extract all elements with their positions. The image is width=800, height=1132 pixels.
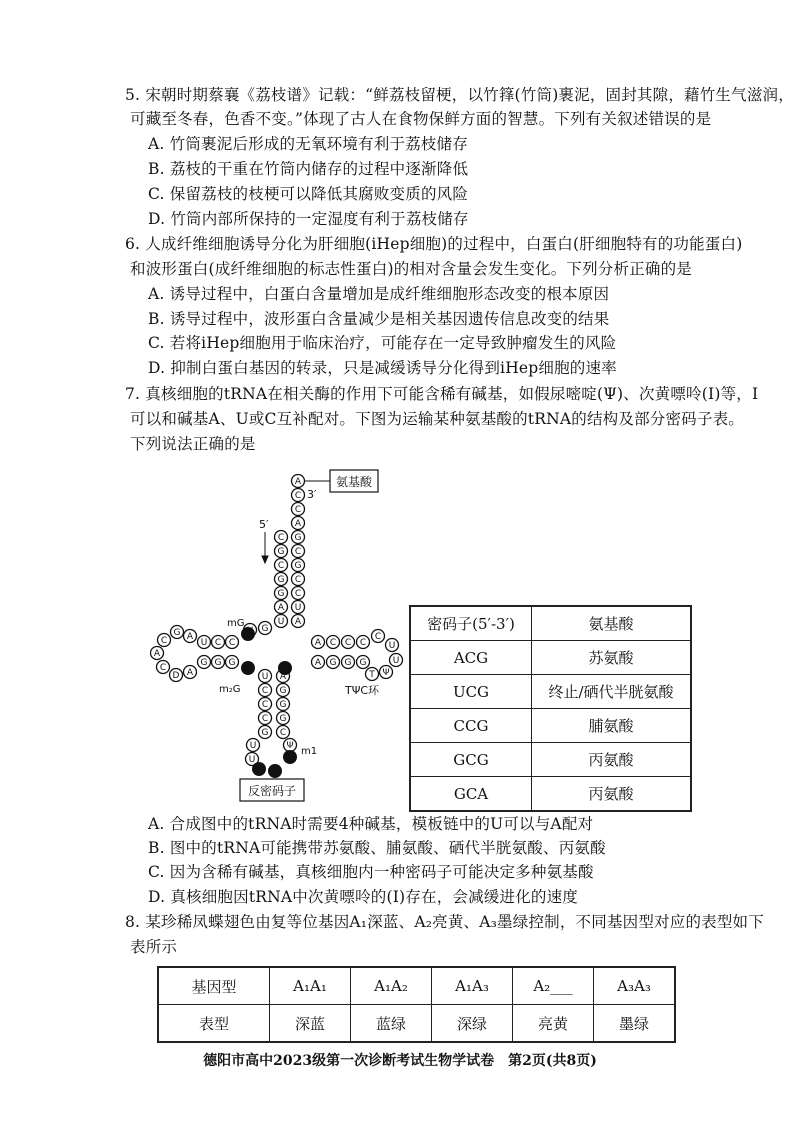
svg-text:A: A [294, 617, 302, 627]
phenotype-cell: 深绿 [432, 1005, 513, 1043]
svg-text:G: G [344, 658, 352, 668]
phenotype-cell: 蓝绿 [351, 1005, 432, 1043]
q7-stem-line3: 下列说法正确的是 [130, 435, 256, 453]
codon-cell: GCA [410, 777, 532, 812]
svg-text:C: C [374, 632, 382, 642]
m1-label: m1 [301, 746, 318, 757]
svg-text:G: G [279, 714, 287, 724]
codon-table-header [410, 606, 691, 641]
q5-option-d: D. 竹筒内部所保持的一定湿度有利于荔枝储存 [148, 210, 469, 228]
amino-acid-label: 氨基酸 [335, 475, 373, 489]
table-row [158, 967, 675, 1005]
table-row [410, 743, 691, 777]
svg-text:C: C [261, 700, 269, 710]
svg-text:A: A [153, 649, 161, 659]
q5-option-c: C. 保留荔枝的枝梗可以降低其腐败变质的风险 [148, 185, 469, 203]
amino-acid-cell: 脯氨酸 [532, 709, 692, 743]
genotype-cell: A₁A₂ [351, 967, 432, 1005]
svg-text:U: U [249, 741, 257, 751]
q8-stem-line1: 8. 某珍稀凤蝶翅色由复等位基因A₁深蓝、A₂亮黄、A₃墨绿控制，不同基因型对应的表型如下 [125, 913, 764, 931]
genotype-cell: A₃A₃ [594, 967, 676, 1005]
svg-text:C: C [261, 686, 269, 696]
svg-text:G: G [173, 628, 181, 638]
svg-text:C: C [214, 638, 222, 648]
genotype-cell: A₁A₁ [270, 967, 351, 1005]
q7-option-a: A. 合成图中的tRNA时需要4种碱基，模板链中的U可以与A配对 [148, 815, 594, 833]
q6-option-d: D. 抑制白蛋白基因的转录，只是减缓诱导分化得到iHep细胞的速率 [148, 359, 617, 377]
svg-text:G: G [359, 658, 367, 668]
anticodon-label: 反密码子 [247, 784, 297, 798]
svg-text:C: C [294, 575, 302, 585]
svg-text:G: G [261, 728, 269, 738]
page-footer: 德阳市高中2023级第一次诊断考试生物学试卷 第2页(共8页) [203, 1053, 597, 1069]
q7-option-b: B. 图中的tRNA可能携带苏氨酸、脯氨酸、硒代半胱氨酸、丙氨酸 [148, 839, 606, 857]
codon-cell: GCG [410, 743, 532, 777]
phenotype-cell: 深蓝 [270, 1005, 351, 1043]
svg-text:A: A [314, 638, 322, 648]
q5-option-a: A. 竹筒裹泥后形成的无氧环境有利于荔枝储存 [148, 135, 468, 153]
svg-text:G: G [277, 589, 285, 599]
table-row [158, 1005, 675, 1043]
svg-text:A: A [314, 658, 322, 668]
q7-stem-line1: 7. 真核细胞的tRNA在相关酶的作用下可能含稀有碱基，如假尿嘧啶(Ψ)、次黄嘌呤(I)等，I [125, 385, 759, 403]
svg-text:A: A [294, 477, 302, 487]
table-row [410, 709, 691, 743]
genotype-table [157, 966, 676, 1043]
svg-text:C: C [329, 638, 337, 648]
svg-text:G: G [294, 533, 302, 543]
end-5-label: 5′ [259, 518, 269, 531]
codon-cell: CCG [410, 709, 532, 743]
svg-text:U: U [246, 626, 254, 636]
q7-option-d: D. 真核细胞因tRNA中次黄嘌呤的(I)存在，会减缓进化的速度 [148, 888, 579, 906]
svg-text:G: G [214, 658, 222, 668]
svg-text:U: U [248, 755, 256, 765]
q6-option-a: A. 诱导过程中，白蛋白含量增加是成纤维细胞形态改变的根本原因 [148, 285, 610, 303]
svg-text:U: U [261, 672, 269, 682]
svg-text:Ψ: Ψ [382, 668, 390, 678]
svg-text:U: U [200, 638, 208, 648]
table-row [410, 675, 691, 709]
mg-label: mG [227, 618, 245, 629]
q6-option-b: B. 诱导过程中，波形蛋白含量减少是相关基因遗传信息改变的结果 [148, 310, 610, 328]
svg-text:G: G [294, 561, 302, 571]
codon-cell: ACG [410, 641, 532, 675]
svg-text:Ψ: Ψ [286, 741, 294, 751]
svg-text:C: C [344, 638, 352, 648]
phenotype-row-header: 表型 [158, 1005, 270, 1043]
svg-text:C: C [294, 505, 302, 515]
table-row [410, 641, 691, 675]
svg-text:U: U [388, 641, 396, 651]
phenotype-cell: 墨绿 [594, 1005, 676, 1043]
svg-text:U: U [392, 656, 400, 666]
svg-text:A: A [186, 632, 194, 642]
svg-text:A: A [186, 668, 194, 678]
svg-text:C: C [277, 561, 285, 571]
genotype-cell: A₁A₃ [432, 967, 513, 1005]
svg-text:G: G [279, 686, 287, 696]
svg-text:C: C [294, 547, 302, 557]
trna-diagram [150, 468, 410, 808]
svg-text:G: G [228, 658, 236, 668]
svg-text:C: C [228, 638, 236, 648]
svg-text:C: C [160, 636, 168, 646]
genotype-cell: A₂___ [513, 967, 594, 1005]
q6-option-c: C. 若将iHep细胞用于临床治疗，可能存在一定导致肿瘤发生的风险 [148, 334, 617, 352]
q7-stem-line2: 可以和碱基A、U或C互补配对。下图为运输某种氨基酸的tRNA的结构及部分密码子表。 [130, 410, 744, 428]
svg-text:A: A [277, 603, 285, 613]
amino-acid-cell: 终止/硒代半胱氨酸 [532, 675, 692, 709]
svg-text:A: A [294, 519, 302, 529]
svg-text:C: C [294, 491, 302, 501]
q6-stem-line2: 和波形蛋白(成纤维细胞的标志性蛋白)的相对含量会发生变化。下列分析正确的是 [130, 260, 692, 278]
svg-text:C: C [159, 663, 167, 673]
q6-stem-line1: 6. 人成纤维细胞诱导分化为肝细胞(iHep细胞)的过程中，白蛋白(肝细胞特有的功能蛋白) [125, 235, 743, 253]
svg-text:C: C [294, 589, 302, 599]
svg-text:G: G [279, 700, 287, 710]
svg-text:G: G [261, 624, 269, 634]
codon-header: 密码子(5′-3′) [410, 606, 532, 641]
svg-text:G: G [200, 658, 208, 668]
amino-acid-cell: 丙氨酸 [532, 743, 692, 777]
amino-acid-cell: 苏氨酸 [532, 641, 692, 675]
svg-text:C: C [359, 638, 367, 648]
m2g-label: m₂G [219, 684, 241, 695]
svg-text:A: A [279, 672, 287, 682]
svg-text:D: D [172, 671, 180, 681]
q5-stem-line2: 可藏至冬春，色香不变。”体现了古人在食物保鲜方面的智慧。下列有关叙述错误的是 [130, 110, 712, 128]
q7-option-c: C. 因为含稀有碱基，真核细胞内一种密码子可能决定多种氨基酸 [148, 863, 594, 881]
amino-acid-cell: 丙氨酸 [532, 777, 692, 812]
svg-text:U: U [277, 617, 285, 627]
table-row [410, 777, 691, 812]
q5-option-b: B. 荔枝的干重在竹筒内储存的过程中逐渐降低 [148, 160, 469, 178]
genotype-row-header: 基因型 [158, 967, 270, 1005]
amino-acid-header: 氨基酸 [532, 606, 692, 641]
svg-text:C: C [261, 714, 269, 724]
svg-text:G: G [277, 547, 285, 557]
phenotype-cell: 亮黄 [513, 1005, 594, 1043]
svg-text:C: C [279, 728, 287, 738]
svg-text:U: U [294, 603, 302, 613]
svg-text:T: T [369, 670, 375, 680]
svg-text:C: C [277, 533, 285, 543]
tpsic-loop-label: TΨC环 [345, 684, 380, 697]
svg-text:G: G [277, 575, 285, 585]
end-3-label: 3′ [307, 488, 317, 501]
q5-stem-line1: 5. 宋朝时期蔡襄《荔枝谱》记载：“鲜荔枝留梗，以竹箨(竹筒)裹泥，固封其隙，藉竹生气滋润， [125, 86, 794, 104]
q8-stem-line2: 表所示 [130, 938, 178, 956]
codon-cell: UCG [410, 675, 532, 709]
svg-text:G: G [329, 658, 337, 668]
codon-table [409, 605, 692, 812]
